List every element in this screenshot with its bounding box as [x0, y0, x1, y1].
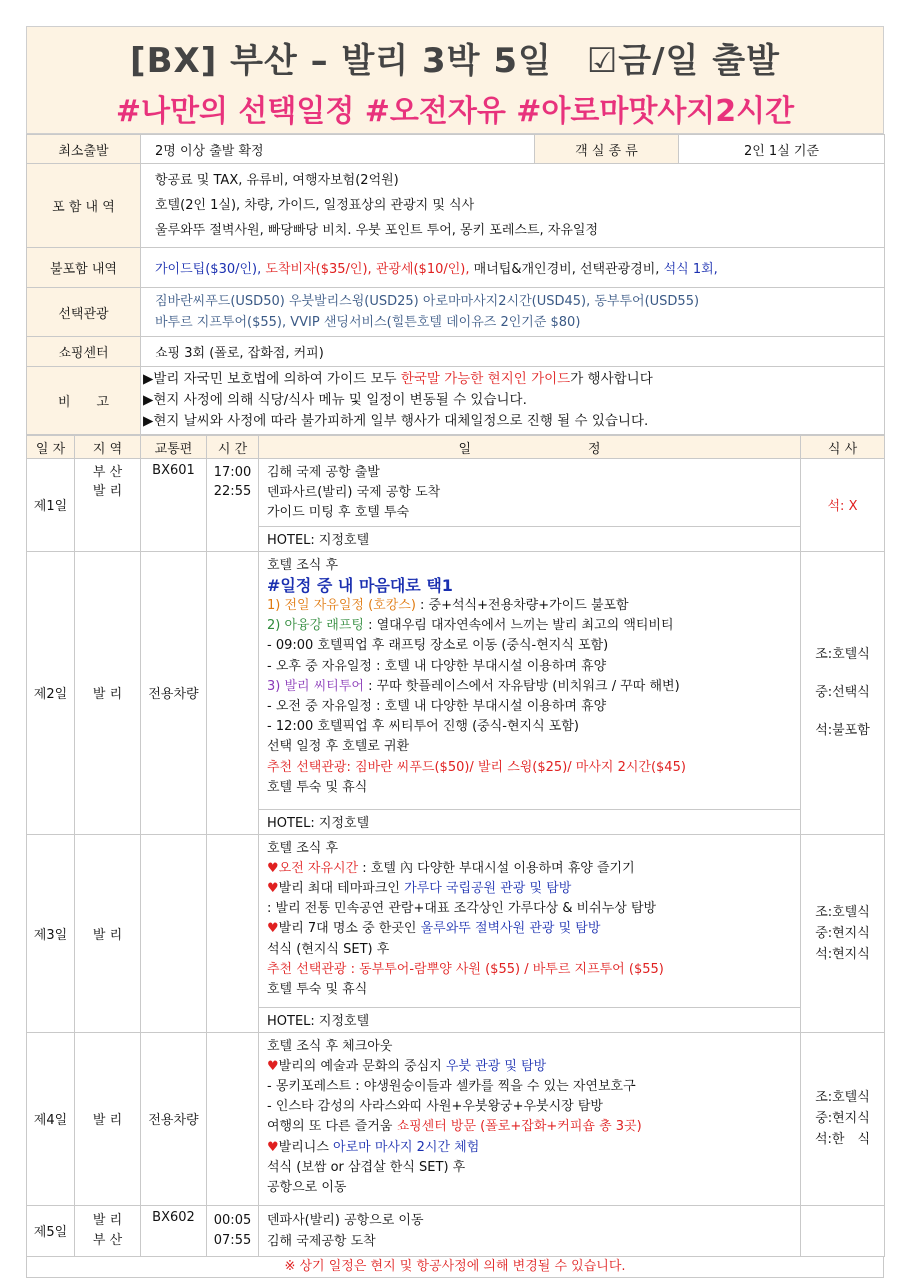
notes-value	[141, 367, 885, 435]
day4-time	[207, 1032, 259, 1205]
excluded-visa: 도착비자($35/인),	[265, 262, 372, 277]
included-line: 호텔(2인 1실), 차량, 가이드, 일정표상의 관광지 및 식사	[155, 198, 475, 213]
heart-icon: ♥	[267, 1058, 279, 1074]
day4-itinerary: 호텔 조식 후 체크아웃 ♥발리의 예술과 문화의 중심지 우붓 관광 및 탐방 - 몽키포레스트 : 야생원숭이들과 셀카를 찍을 수 있는 자연보호구 - 인스타 감성의 사라스와띠 사원+우붓왕궁+우붓시장 탐방 여행의 또 다른 즐거움 쇼핑센터 방문 (폴로+잡화+커피숍 총 3곳) ♥발리니스 아로마 마사지 2시간 체험 석식 (보쌈 or 삼겹살 한식 SET) 후 공항으로 이동	[259, 1032, 801, 1205]
page-title: [BX] 부산 – 발리 3박 5일 ☑금/일 출발	[130, 41, 780, 81]
optional-tour-label: 선택관광	[27, 288, 141, 337]
excluded-value	[141, 248, 885, 288]
title-banner	[26, 26, 884, 134]
day2-region: 발 리	[75, 551, 141, 834]
col-header-transport: 교통편	[141, 436, 207, 459]
day3-label: 제3일	[27, 834, 75, 1032]
day5-label: 제5일	[27, 1205, 75, 1256]
day3-meal: 조:호텔식 중:현지식 석:현지식	[801, 834, 885, 1032]
heart-icon: ♥	[267, 1139, 279, 1155]
day2-itinerary: 호텔 조식 후 #일정 중 내 마음대로 택1 1) 전일 자유일정 (호캉스) : 중+석식+전용차량+가이드 불포함 2) 아융강 래프팅 : 열대우림 대자연속에서 느끼는 발리 최고의 액티비티 - 09:00 호텔픽업 후 래프팅 장소로 이동 (중식-현지식 포함) - 오후 중 자유일정 : 호텔 내 다양한 부대시설 이용하며 휴양 3) 발리 씨티투어 : 꾸따 핫플레이스에서 자유탐방 (비치워크 / 꾸따 해변) - 오전 중 자유일정 : 호텔 내 다양한 부대시설 이용하며 휴양 - 12:00 호텔픽업 후 씨티투어 진행 (중식-현지식 포함) 선택 일정 후 호텔로 귀환 추천 선택관광: 짐바란 씨푸드($50)/ 발리 스윙($25)/ 마사지 2시간($45) 호텔 투숙 및 휴식	[259, 551, 801, 809]
day3-recommended: 추천 선택관광 : 동부투어-람뿌양 사원 ($55) / 바투르 지프투어 ($55)	[267, 961, 664, 977]
day1-time: 17:00 22:55	[207, 459, 259, 552]
day2-headline: #일정 중 내 마음대로 택1	[267, 575, 453, 595]
included-line: 울루와뚜 절벽사원, 빠당빠당 비치. 우붓 포인트 투어, 몽키 포레스트, 자유일정	[155, 223, 599, 238]
excluded-label: 불포함 내역	[27, 248, 141, 288]
note-line: ▶현지 사정에 의해 식당/식사 메뉴 및 일정이 변동될 수 있습니다.	[143, 392, 527, 408]
day3-transport	[141, 834, 207, 1032]
excluded-misc: 매너팁&개인경비, 선택관광경비,	[473, 262, 660, 277]
day3-region: 발 리	[75, 834, 141, 1032]
day3-itinerary: 호텔 조식 후 ♥오전 자유시간 : 호텔 內 다양한 부대시설 이용하며 휴양 즐기기 ♥발리 최대 테마파크인 가루다 국립공원 관광 및 탐방 : 발리 전통 민속공연 관람+대표 조각상인 가루다상 & 비쉬누상 탐방 ♥발리 7대 명소 중 한곳인 울루와뚜 절벽사원 관광 및 탐방 석식 (현지식 SET) 후 추천 선택관광 : 동부투어-람뿌양 사원 ($55) / 바투르 지프투어 ($55) 호텔 투숙 및 휴식	[259, 834, 801, 1007]
day4-meal: 조:호텔식 중:현지식 석:한 식	[801, 1032, 885, 1205]
day1-region: 부 산 발 리	[75, 459, 141, 552]
room-type-value: 2인 1실 기준	[679, 135, 885, 164]
day2-meal: 조:호텔식 중:선택식 석:불포함	[801, 551, 885, 834]
day2-time	[207, 551, 259, 834]
excluded-tourist-tax: 관광세($10/인),	[375, 262, 470, 277]
min-departure-value: 2명 이상 출발 확정	[141, 135, 535, 164]
note-highlight: 한국말 가능한 현지인 가이드	[400, 371, 571, 387]
day5-flight: BX602	[141, 1205, 207, 1256]
heart-icon: ♥	[267, 921, 279, 937]
day1-flight: BX601	[141, 459, 207, 552]
included-label: 포 함 내 역	[27, 164, 141, 248]
day5-region: 발 리 부 산	[75, 1205, 141, 1256]
excluded-guide-tip: 가이드팁($30/인),	[155, 262, 262, 277]
notes-label: 비 고	[27, 367, 141, 435]
info-table	[26, 134, 885, 435]
col-header-day: 일 자	[27, 436, 75, 459]
day2-hotel: HOTEL: 지정호텔	[259, 809, 801, 834]
room-type-label: 객 실 종 류	[535, 135, 679, 164]
col-header-itinerary: 일 정	[259, 436, 801, 459]
heart-icon: ♥	[267, 881, 279, 897]
day3-time	[207, 834, 259, 1032]
footer-disclaimer: ※ 상기 일정은 현지 및 항공사정에 의해 변경될 수 있습니다.	[26, 1257, 884, 1278]
shopping-value: 쇼핑 3회 (폴로, 잡화점, 커피)	[141, 337, 885, 367]
day1-label: 제1일	[27, 459, 75, 552]
schedule-table	[26, 435, 885, 1257]
excluded-dinner: 석식 1회,	[663, 262, 718, 277]
col-header-meal: 식 사	[801, 436, 885, 459]
day5-meal	[801, 1205, 885, 1256]
day1-meal: 석: X	[801, 459, 885, 552]
included-value	[141, 164, 885, 248]
itinerary-page	[26, 26, 884, 1278]
day2-transport: 전용차량	[141, 551, 207, 834]
min-departure-label: 최소출발	[27, 135, 141, 164]
day2-label: 제2일	[27, 551, 75, 834]
day3-hotel: HOTEL: 지정호텔	[259, 1007, 801, 1032]
col-header-time: 시 간	[207, 436, 259, 459]
day2-recommended: 추천 선택관광: 짐바란 씨푸드($50)/ 발리 스윙($25)/ 마사지 2시간($45)	[267, 759, 686, 775]
page-subtitle-hashtags: #나만의 선택일정 #오전자유 #아로마맛사지2시간	[115, 94, 795, 129]
col-header-region: 지 역	[75, 436, 141, 459]
heart-icon: ♥	[267, 860, 279, 876]
day4-transport: 전용차량	[141, 1032, 207, 1205]
day4-region: 발 리	[75, 1032, 141, 1205]
included-line: 항공료 및 TAX, 유류비, 여행자보험(2억원)	[155, 173, 399, 188]
note-line: ▶발리 자국민 보호법에 의하여 가이드 모두 한국말 가능한 현지인 가이드가 행사합니다	[143, 371, 653, 387]
day1-hotel: HOTEL: 지정호텔	[259, 526, 801, 551]
day4-label: 제4일	[27, 1032, 75, 1205]
day1-itinerary: 김해 국제 공항 출발 덴파사르(발리) 국제 공항 도착 가이드 미팅 후 호텔 투숙	[259, 459, 801, 527]
note-line: ▶현지 날씨와 사정에 따라 불가피하게 일부 행사가 대체일정으로 진행 될 수 있습니다.	[143, 413, 649, 429]
optional-tour-value	[141, 288, 885, 337]
day5-itinerary: 덴파사(발리) 공항으로 이동 김해 국제공항 도착	[259, 1205, 801, 1256]
optional-tour-line: 짐바란씨푸드(USD50) 우붓발리스윙(USD25) 아로마마사지2시간(USD45), 동부투어(USD55)	[155, 294, 700, 309]
day5-time: 00:05 07:55	[207, 1205, 259, 1256]
shopping-label: 쇼핑센터	[27, 337, 141, 367]
optional-tour-line: 바투르 지프투어($55), VVIP 샌딩서비스(힐튼호텔 데이유즈 2인기준 $80)	[155, 315, 581, 330]
